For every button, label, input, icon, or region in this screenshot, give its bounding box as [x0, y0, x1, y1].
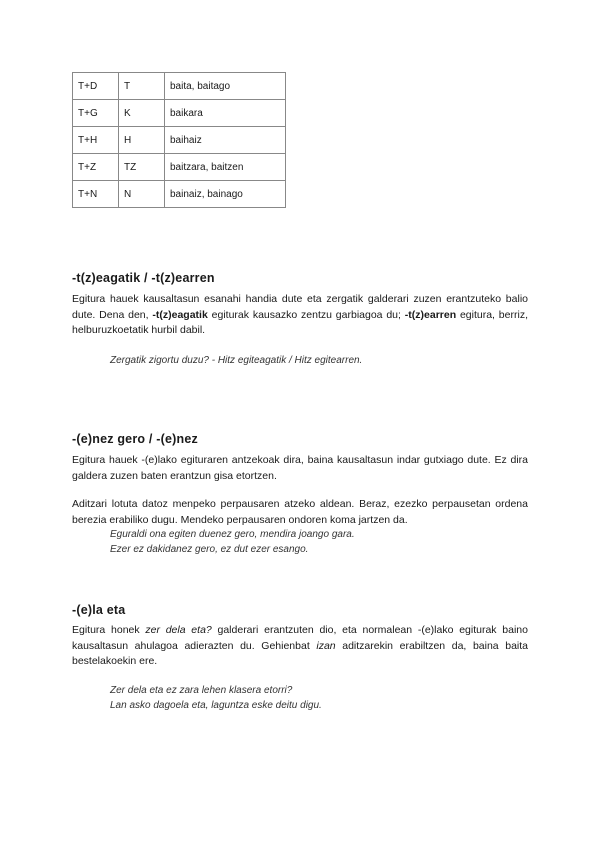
table-row: [73, 100, 286, 127]
section2-example-2: Ezer ez dakidanez gero, ez dut ezer esango.: [110, 544, 309, 555]
table-cell: K: [119, 100, 165, 127]
table-cell: T: [119, 73, 165, 100]
table-row: [73, 127, 286, 154]
table-cell: baita, baitago: [165, 73, 286, 100]
table-cell: T+H: [73, 127, 119, 154]
table-cell: baikara: [165, 100, 286, 127]
table-cell: H: [119, 127, 165, 154]
table-cell: N: [119, 181, 165, 208]
section2-heading: -(e)nez gero / -(e)nez: [72, 432, 198, 446]
table-cell: baitzara, baitzen: [165, 154, 286, 181]
section3-paragraph: Egitura honek zer dela eta? galderari erantzuten dio, eta normalean -(e)lako egiturak baino kausaltasun ahulagoa adierazten du. Gehienbat izan aditzarekin erabiltzen da, baina baita bestelakoekin ere.: [72, 624, 529, 667]
table-row: [73, 181, 286, 208]
section1-paragraph: Egitura hauek kausaltasun esanahi handia dute eta zergatik galderari zuzen erantzuteko balio dute. Dena den, -t(z)eagatik egiturak kausazko zentzu garbiagoa du; -t(z)earren egitura, berriz, helburuzkoetatik hurbil dabil.: [72, 293, 528, 336]
table-row: [73, 73, 286, 100]
section3-example-1: Zer dela eta ez zara lehen klasera etorri?: [110, 685, 293, 696]
section3-example-2: Lan asko dagoela eta, laguntza eske deitu digu.: [110, 700, 322, 711]
section1-heading: -t(z)eagatik / -t(z)earren: [72, 271, 215, 285]
section2-paragraph-1: Egitura hauek -(e)lako egituraren antzekoak dira, baina kausaltasun indar gutxiago dute. Ez dira galdera zuzen baten erantzun gisa etortzen.: [72, 454, 528, 482]
section2-example-1: Eguraldi ona egiten duenez gero, mendira joango gara.: [110, 529, 355, 540]
table-cell: T+N: [73, 181, 119, 208]
table-cell: baihaiz: [165, 127, 286, 154]
suffix-table: [72, 72, 286, 208]
table-cell: TZ: [119, 154, 165, 181]
section1-example: Zergatik zigortu duzu? - Hitz egiteagatik / Hitz egitearren.: [110, 355, 363, 366]
table-cell: T+D: [73, 73, 119, 100]
section2-paragraph-2: Aditzari lotuta datoz menpeko perpausaren atzeko aldean. Beraz, ezezko perpausetan ordena berezia erabiliko dugu. Mendeko perpausaren ondoren koma jartzen da.: [72, 498, 528, 526]
table-row: [73, 154, 286, 181]
table-cell: T+G: [73, 100, 119, 127]
section3-heading: -(e)la eta: [72, 603, 126, 617]
table-cell: T+Z: [73, 154, 119, 181]
table-cell: bainaiz, bainago: [165, 181, 286, 208]
